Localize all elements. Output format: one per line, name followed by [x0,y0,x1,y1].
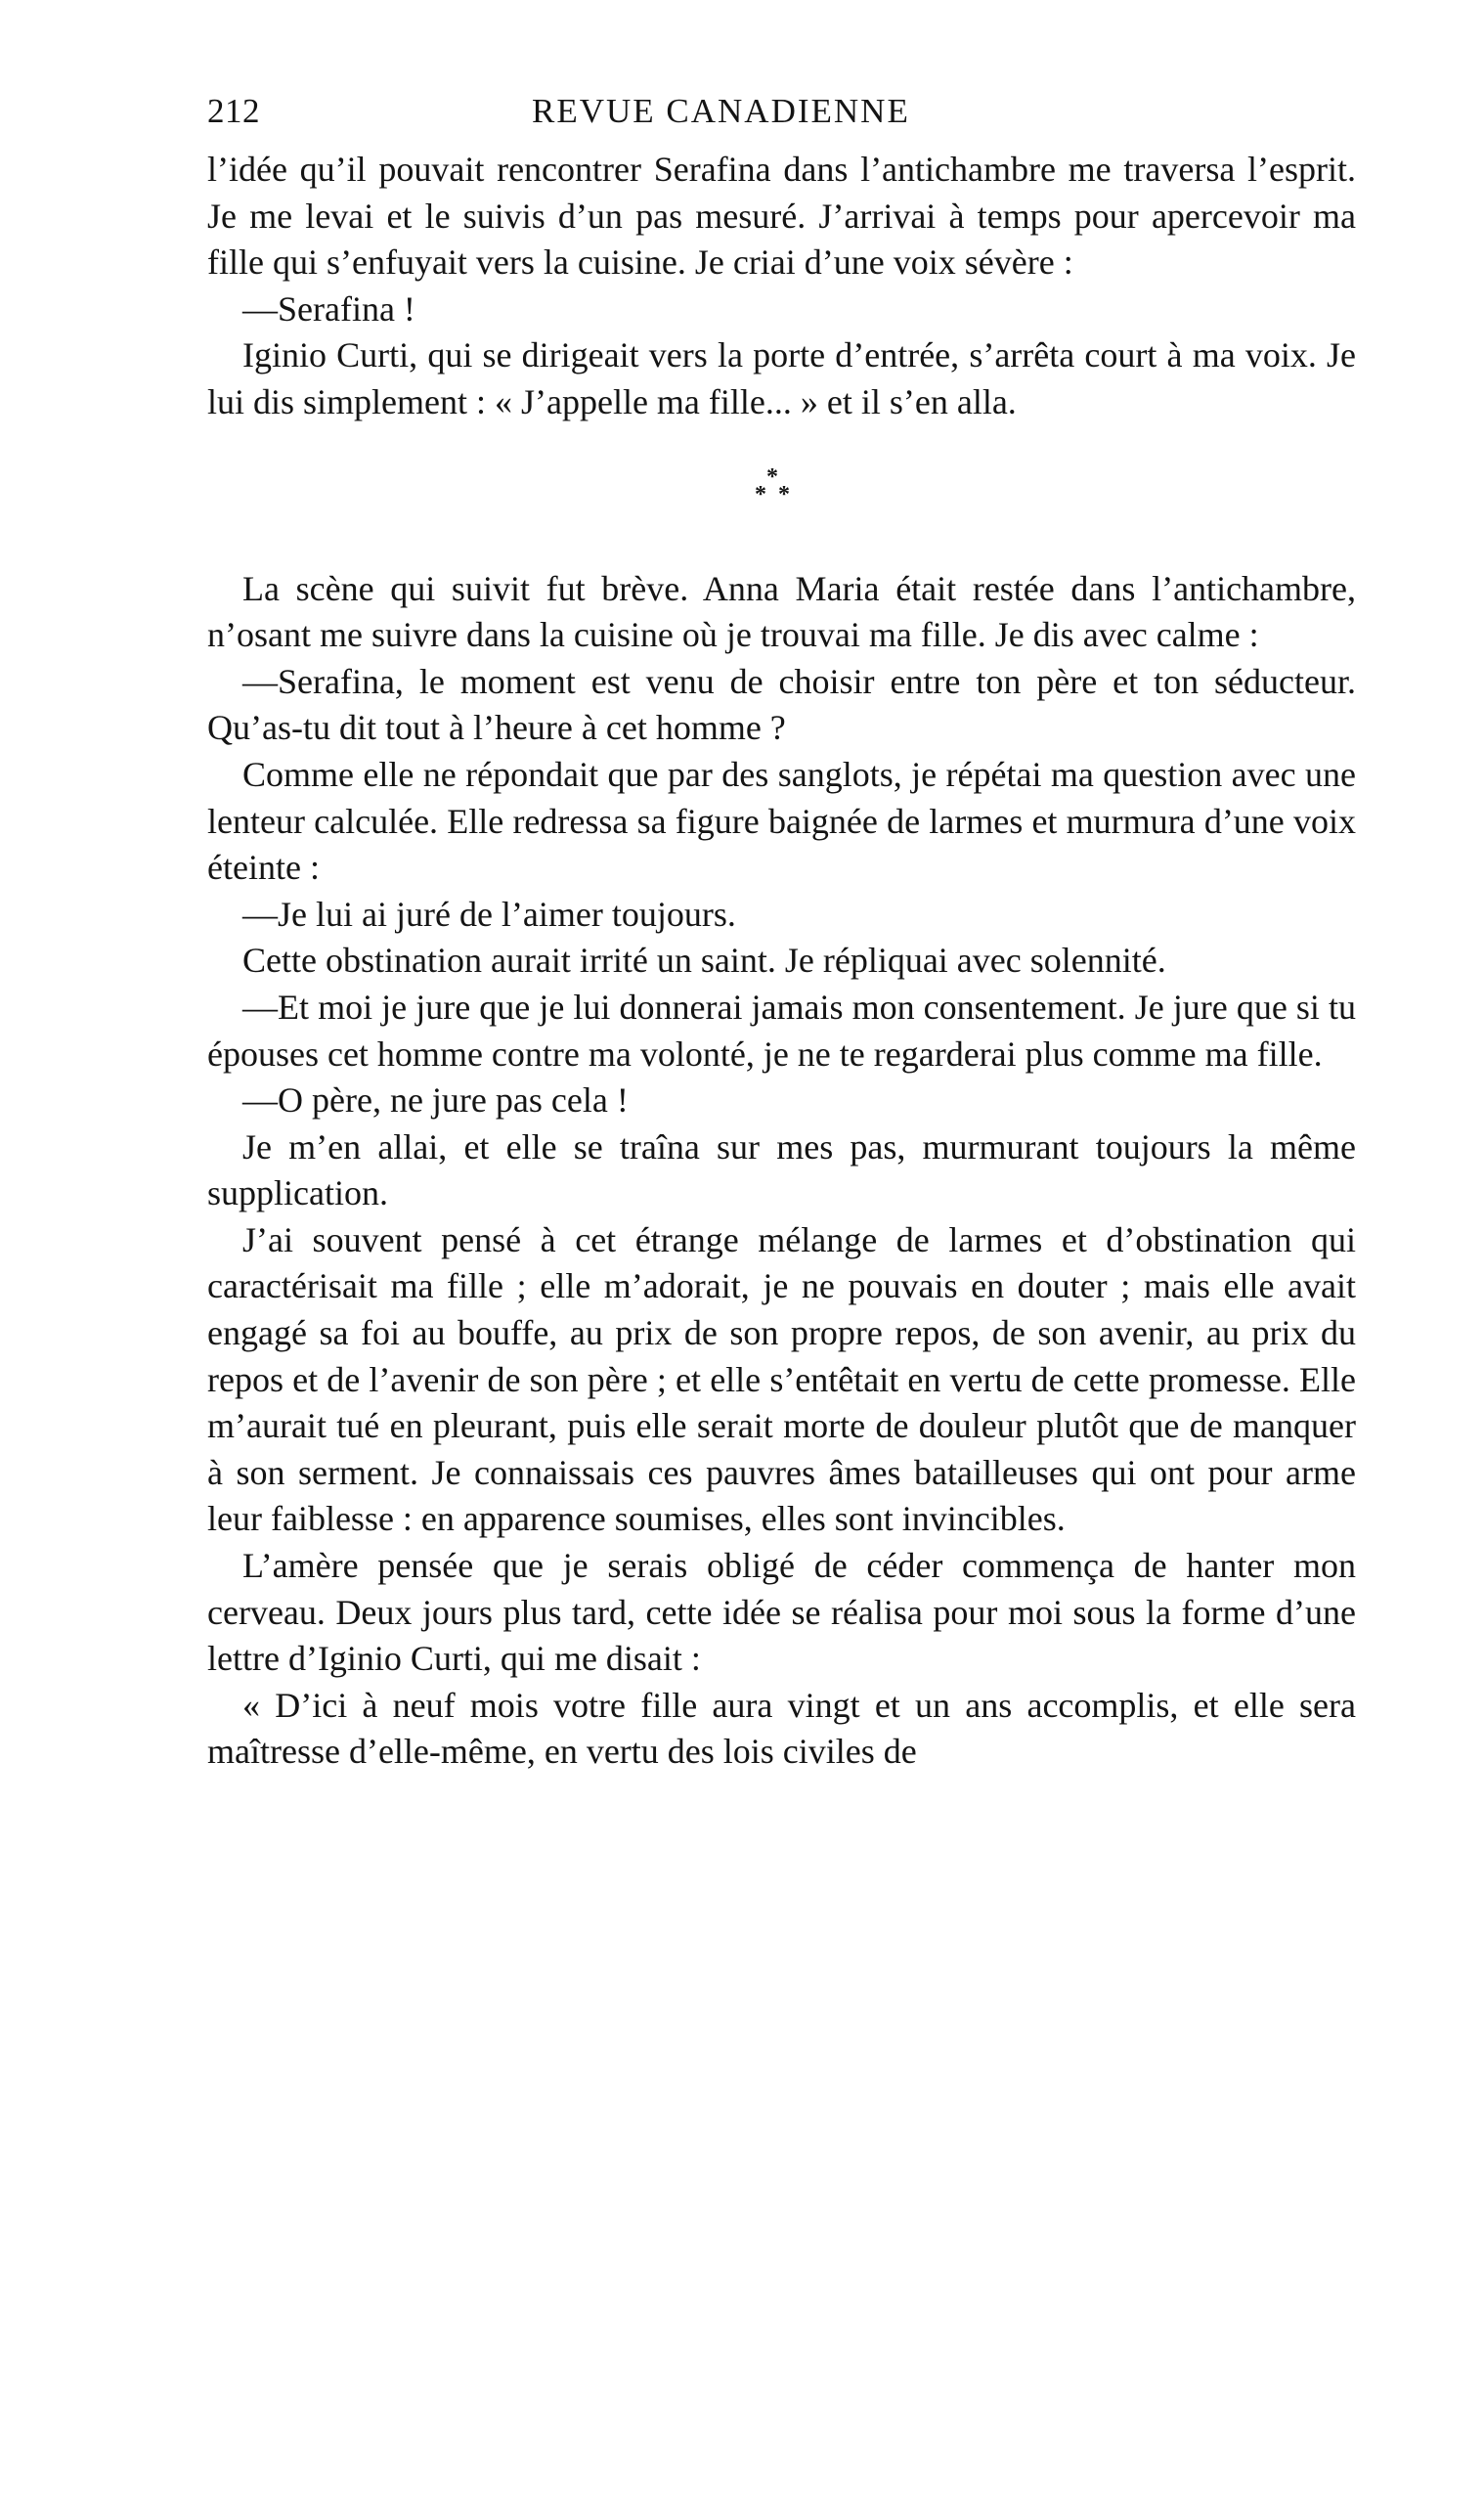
paragraph: J’ai souvent pensé à cet étrange mélange de larmes et d’obstination qui caractérisait ma fille ; elle m’adorait, je ne pouvais en douter ; mais elle avait engagé sa foi au bouffe, au prix de son propre repos, de son avenir, au prix du repos et de l’avenir de son père ; et elle s’entêtait en vertu de cette promesse. Elle m’aurait tué en pleurant, puis elle serait morte de douleur plutôt que de manquer à son serment. Je connaissais ces pauvres âmes batailleuses qui ont pour arme leur faiblesse : en apparence soumises, elles sont invincibles. [207,1219,1356,1539]
paragraph: « D’ici à neuf mois votre fille aura vingt et un ans accomplis, et elle sera maîtresse d’elle-même, en vertu des lois civiles de [207,1685,1356,1772]
paragraph: l’idée qu’il pouvait rencontrer Serafina dans l’antichambre me traversa l’esprit. Je me levai et le suivis d’un pas mesuré. J’arrivai à temps pour apercevoir ma fille qui s’enfuyait vers la cuisine. Je criai d’une voix sévère : [207,150,1356,283]
paragraph: —Je lui ai juré de l’aimer toujours. [242,894,736,934]
paragraph: Comme elle ne répondait que par des sanglots, je répétai ma question avec une lenteur calculée. Elle redressa sa figure baignée de larmes et murmura d’une voix éteinte : [207,754,1356,888]
page-number: 212 [207,92,260,130]
paragraph: Je m’en allai, et elle se traîna sur mes pas, murmurant toujours la même supplication. [207,1126,1356,1213]
paragraph: La scène qui suivit fut brève. Anna Maria était restée dans l’antichambre, n’osant me suivre dans la cuisine où je trouvai ma fille. Je dis avec calme : [207,568,1356,655]
running-head [207,92,1356,147]
paragraph: —Serafina ! [242,288,415,329]
asterism-star: * [766,463,778,490]
paragraph: Cette obstination aurait irrité un saint. Je répliquai avec solennité. [242,941,1166,981]
document-page [207,92,1356,1776]
asterism-star: * [778,481,790,507]
paragraph: L’amère pensée que je serais obligé de céder commença de hanter mon cerveau. Deux jours plus tard, cette idée se réalisa pour moi sous la forme d’une lettre d’Iginio Curti, qui me disait : [207,1546,1356,1679]
paragraph: —Serafina, le moment est venu de choisir entre ton père et ton séducteur. Qu’as-tu dit tout à l’heure à cet homme ? [207,661,1356,748]
paragraph: —O père, ne jure pas cela ! [242,1080,629,1121]
paragraph: —Et moi je jure que je lui donnerai jamais mon consentement. Je jure que si tu épouses cet homme contre ma volonté, je ne te regarderai plus comme ma fille. [207,987,1356,1074]
asterism-star: * [755,481,766,507]
section-break-asterism [207,426,1356,566]
journal-title: REVUE CANADIENNE [532,92,910,130]
paragraph: Iginio Curti, qui se dirigeait vers la porte d’entrée, s’arrêta court à ma voix. Je lui dis simplement : « J’appelle ma fille... » et il s’en alla. [207,335,1356,421]
body-text [207,147,1356,1776]
